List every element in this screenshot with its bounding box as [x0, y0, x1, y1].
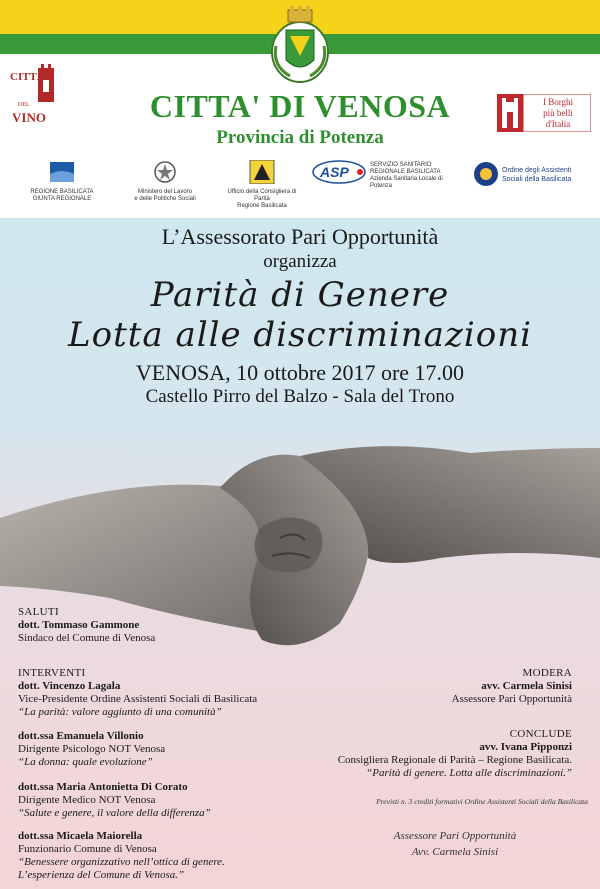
saluti-role: Sindaco del Comune di Venosa [18, 632, 156, 644]
sponsor-5-caption-1: Ordine degli Assistenti [502, 167, 572, 174]
page-subtitle: Provincia di Potenza [216, 127, 384, 148]
modera-section [330, 667, 572, 706]
speaker-2-talk: “La donna: quale evoluzione” [18, 756, 153, 768]
svg-text:CITTÀ: CITTÀ [10, 71, 45, 83]
speaker-1-name: dott. Vincenzo Lagala [18, 680, 121, 692]
sponsor-4-caption-2: Azienda Sanitaria Locale di Potenza [370, 176, 443, 189]
svg-text:VINO: VINO [12, 110, 46, 125]
speaker-2-name: dott.ssa Emanuela Villonio [18, 730, 144, 742]
organizza-label: organizza [263, 251, 337, 272]
modera-role: Assessore Pari Opportunità [451, 693, 572, 705]
interventi-section [18, 667, 318, 719]
saluti-name: dott. Tommaso Gammone [18, 619, 140, 631]
svg-text:DEL: DEL [18, 102, 30, 108]
speaker-1-talk: “La parità: valore aggiunto di una comunità” [18, 706, 222, 718]
signature [340, 828, 570, 860]
speaker-4-name: dott.ssa Micaela Maiorella [18, 830, 143, 842]
conclude-role: Consigliera Regionale di Parità – Regione Basilicata. [337, 754, 572, 766]
regione-basilicata-logo-icon [26, 160, 98, 184]
sponsor-consigliera-parita [226, 160, 298, 210]
svg-text:ASP: ASP [320, 164, 349, 180]
speaker-1-role: Vice-Presidente Ordine Assistenti Sociali di Basilicata [18, 693, 258, 705]
event-date-time: VENOSA, 10 ottobre 2017 ore 17.00 [135, 360, 465, 385]
interventi-heading: INTERVENTI [18, 667, 86, 679]
sponsor-asp [312, 160, 460, 189]
event-title-line-2: Lotta alle discriminazioni [68, 315, 532, 355]
sponsor-1-caption-2: GIUNTA REGIONALE [32, 196, 92, 202]
borghi-line-2: più belli [543, 108, 573, 118]
signature-line-1: Assessore Pari Opportunità [393, 830, 517, 842]
speaker-3-name: dott.ssa Maria Antonietta Di Corato [18, 781, 188, 793]
sponsor-3-caption-1: Ufficio della Consigliera di Parità [227, 189, 297, 202]
sponsor-2-caption-1: Ministero del Lavoro [137, 189, 193, 195]
signature-line-2: Avv. Carmela Sinisi [411, 846, 499, 858]
conclude-talk: “Parità di genere. Lotta alle discriminazioni.” [366, 767, 572, 779]
venosa-crest-icon [268, 6, 332, 84]
speaker-4-talk-2: L’esperienza del Comune di Venosa.” [18, 869, 185, 881]
conclude-section [290, 728, 572, 780]
speaker-2 [18, 730, 318, 769]
saluti-heading: SALUTI [18, 606, 59, 618]
sponsor-1-caption-1: REGIONE BASILICATA [30, 189, 94, 195]
sponsor-5-caption-2: Sociali della Basilicata [502, 176, 572, 183]
ordine-assistenti-logo-icon [472, 160, 500, 188]
sponsor-2-caption-2: e delle Politiche Sociali [134, 196, 196, 202]
speaker-4 [18, 830, 318, 882]
conclude-name: avv. Ivana Pipponzi [479, 741, 572, 753]
consigliera-parita-logo-icon [226, 160, 298, 184]
speaker-2-role: Dirigente Psicologo NOT Venosa [18, 743, 166, 755]
saluti-section [18, 606, 298, 645]
speaker-4-talk-1: “Benessere organizzativo nell’ottica di genere. [18, 856, 225, 868]
speaker-3 [18, 781, 318, 820]
borghi-line-1: I Borghi [542, 97, 574, 107]
speaker-3-role: Dirigente Medico NOT Venosa [18, 794, 156, 806]
italian-republic-emblem-icon [126, 160, 204, 184]
credits-note: Previsti n. 3 crediti formativi Ordine Assistenti Sociali della Basilicata [376, 797, 588, 806]
sponsor-ordine-assistenti [472, 160, 592, 193]
organizer: L’Assessorato Pari Opportunità [161, 224, 439, 249]
event-location: Castello Pirro del Balzo - Sala del Trono [145, 386, 455, 407]
sponsor-3-caption-2: Regione Basilicata [237, 203, 287, 209]
speaker-4-role: Funzionario Comune di Venosa [18, 843, 157, 855]
event-title-line-1: Parità di Genere [150, 275, 450, 315]
borghi-line-3: d'Italia [545, 119, 571, 129]
sponsor-ministero [126, 160, 204, 203]
sponsor-4-caption-1: SERVIZIO SANITARIO REGIONALE BASILICATA [370, 162, 441, 175]
speaker-3-talk: “Salute e genere, il valore della differenza” [18, 807, 211, 819]
conclude-heading: CONCLUDE [509, 728, 572, 740]
modera-heading: MODERA [522, 667, 572, 679]
page-title: CITTA' DI VENOSA [149, 88, 451, 124]
modera-name: avv. Carmela Sinisi [481, 680, 572, 692]
sponsor-regione-basilicata [26, 160, 98, 203]
